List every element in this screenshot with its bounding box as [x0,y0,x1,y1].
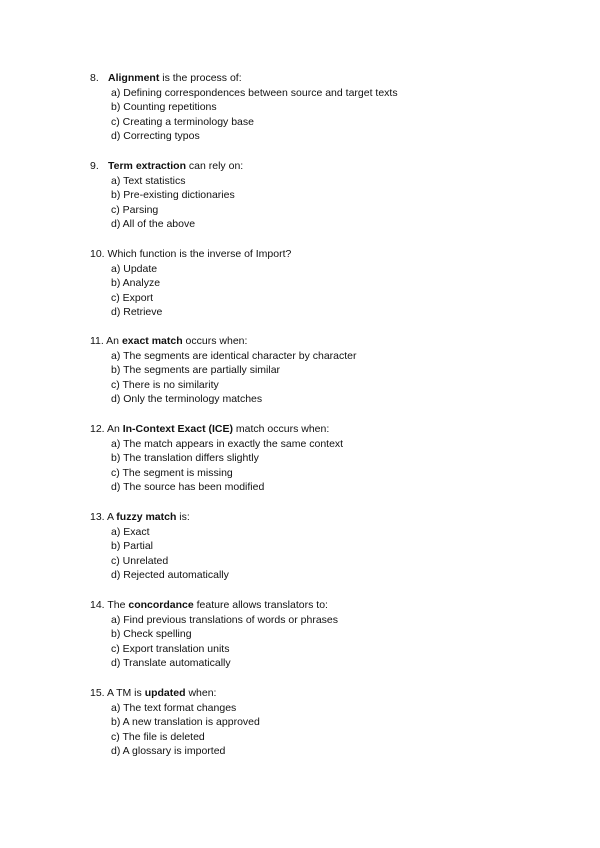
option-d: d) Only the terminology matches [111,393,263,406]
option-d: d) The source has been modified [111,481,265,494]
question-number: 10. [90,248,105,260]
option-b: b) The segments are partially similar [111,364,281,377]
question-stem [90,510,570,525]
question-number: 11. [90,335,104,347]
option-c: c) Export translation units [111,642,230,655]
option-list [90,525,570,583]
option-d: d) Correcting typos [111,130,200,143]
option-a: a) Update [111,262,158,275]
option-c: c) Creating a terminology base [111,115,254,128]
stem-pre: A TM is [106,687,145,699]
option-b: b) Check spelling [111,628,192,641]
option-a: a) The text format changes [111,701,237,714]
stem-pre: The [107,599,129,611]
option-d: d) Translate automatically [111,657,231,670]
option-d: d) Rejected automatically [111,569,229,582]
option-list [90,86,570,144]
option-list [90,262,570,320]
question-stem [90,598,570,613]
question-number: 8. [90,72,99,84]
stem-bold: fuzzy match [116,511,177,523]
question-8 [90,71,570,144]
option-list [90,437,570,495]
option-a: a) Defining correspondences between source and target texts [111,86,398,99]
option-c: c) The file is deleted [111,730,205,743]
stem-post: is the process of: [159,72,242,84]
option-c: c) There is no similarity [111,378,219,391]
question-stem [90,422,570,437]
option-d: d) Retrieve [111,306,163,319]
question-12 [90,422,570,495]
option-b: b) Analyze [111,277,161,290]
question-stem [90,334,570,349]
option-b: b) Pre-existing dictionaries [111,189,235,202]
stem-post: can rely on: [186,160,244,172]
question-9 [90,159,570,232]
question-10 [90,247,570,320]
option-a: a) The segments are identical character by character [111,349,357,362]
option-a: a) Text statistics [111,174,186,187]
stem-post: match occurs when: [232,423,330,435]
option-c: c) Parsing [111,203,159,216]
option-c: c) Unrelated [111,554,169,567]
question-number: 14. [90,599,105,611]
stem-post: when: [185,687,217,699]
stem-bold: Alignment [108,72,160,84]
stem-bold: concordance [128,599,194,611]
stem-bold: Term extraction [108,160,186,172]
option-b: b) The translation differs slightly [111,452,259,465]
question-stem [90,686,570,701]
question-number: 13. [90,511,105,523]
option-c: c) Export [111,291,154,304]
question-number: 9. [90,160,99,172]
option-list [90,174,570,232]
option-a: a) Find previous translations of words or phrases [111,613,339,626]
stem-post: is: [176,511,190,523]
question-15 [90,686,570,759]
option-a: a) Exact [111,525,150,538]
question-11 [90,334,570,407]
option-b: b) Partial [111,540,154,553]
stem-pre: Which function is the inverse of Import? [107,248,292,260]
stem-bold: In-Context Exact (ICE) [122,423,233,435]
option-list [90,701,570,759]
option-d: d) A glossary is imported [111,745,226,758]
stem-pre: An [106,335,122,347]
stem-post: feature allows translators to: [193,599,328,611]
option-b: b) Counting repetitions [111,101,217,114]
question-13 [90,510,570,583]
stem-bold: exact match [121,335,183,347]
stem-bold: updated [144,687,186,699]
option-b: b) A new translation is approved [111,716,260,729]
option-c: c) The segment is missing [111,466,233,479]
option-a: a) The match appears in exactly the same context [111,437,344,450]
question-number: 15. [90,687,105,699]
question-14 [90,598,570,671]
option-list [90,613,570,671]
option-list [90,349,570,407]
question-stem [90,71,570,86]
stem-pre: An [106,423,123,435]
stem-post: occurs when: [182,335,248,347]
question-stem [90,247,570,262]
stem-pre: A [106,511,117,523]
question-number: 12. [90,423,105,435]
option-d: d) All of the above [111,218,196,231]
question-stem [90,159,570,174]
